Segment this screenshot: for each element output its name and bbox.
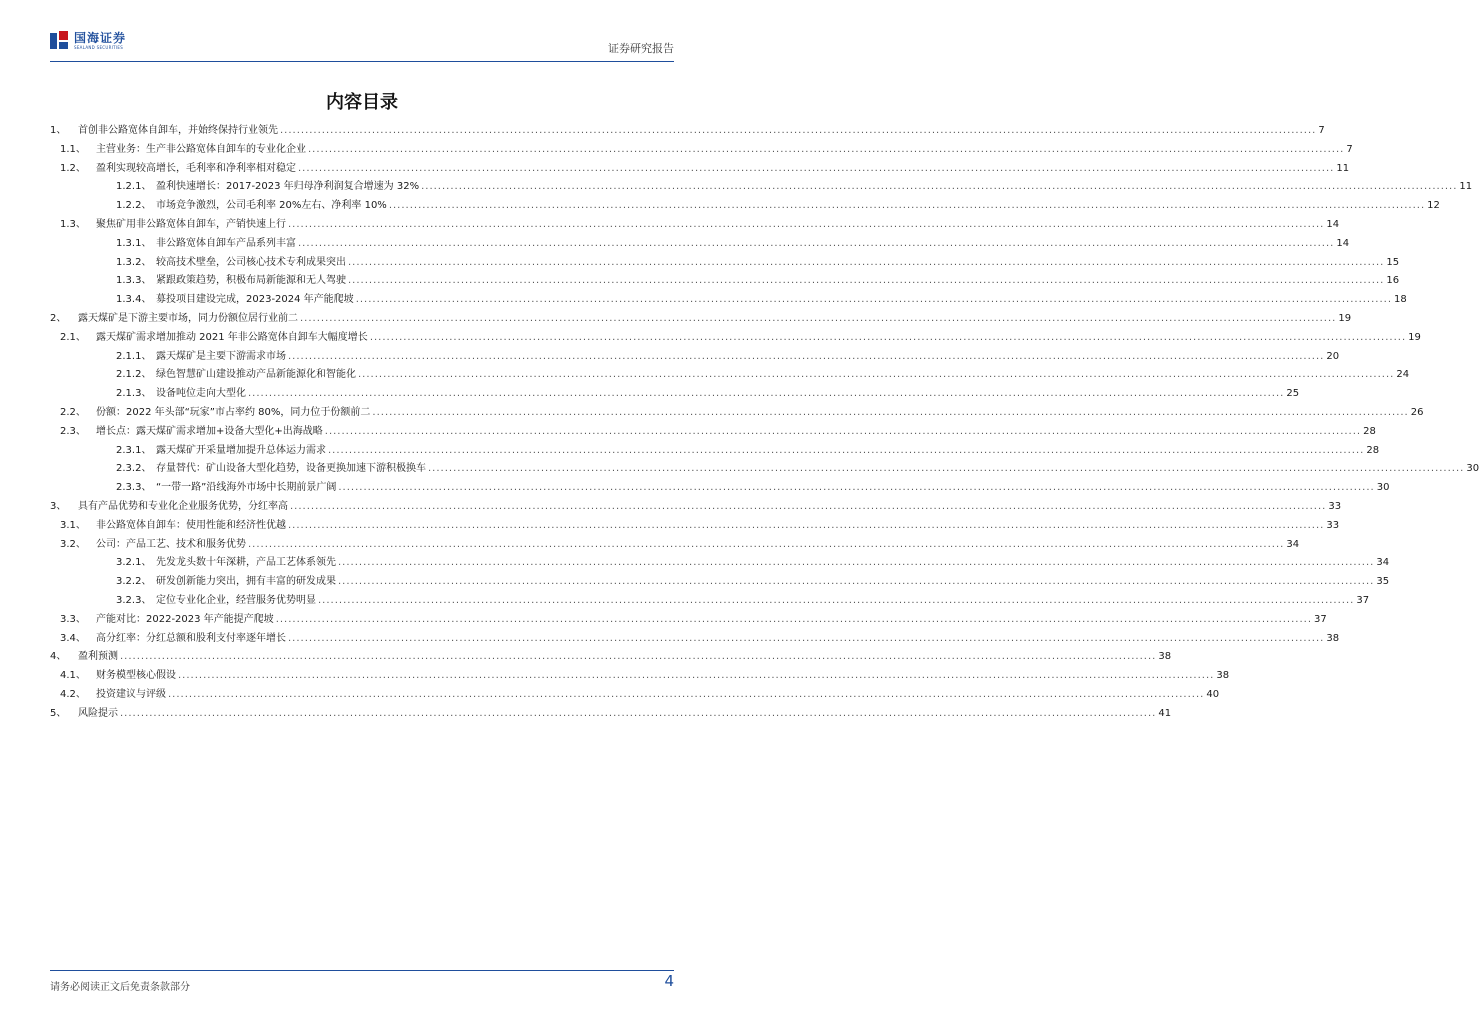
toc-entry-page: 34 — [1286, 538, 1300, 550]
toc-entry-number: 2.1、 — [60, 331, 86, 343]
toc-entry-title: 具有产品优势和专业化企业服务优势，分红率高 — [78, 500, 288, 512]
toc-entry[interactable] — [50, 384, 1300, 403]
toc-leader-dots — [348, 275, 1384, 286]
toc-leader-dots — [428, 463, 1464, 474]
toc-entry-page: 38 — [1158, 651, 1172, 663]
toc-entry-page: 34 — [1376, 557, 1390, 569]
toc-entry-page: 16 — [1386, 275, 1400, 287]
toc-entry-page: 26 — [1410, 406, 1424, 418]
toc-entry[interactable] — [50, 290, 1407, 309]
toc-entry-number: 1.3.1、 — [116, 237, 152, 249]
toc-entry-number: 2.3.1、 — [116, 444, 152, 456]
toc-entry[interactable] — [50, 685, 1220, 704]
toc-entry-number: 3.2.3、 — [116, 594, 152, 606]
toc-entry-page: 24 — [1396, 369, 1410, 381]
toc-entry[interactable] — [50, 271, 1400, 290]
toc-leader-dots — [328, 445, 1364, 456]
toc-entry-number: 3.3、 — [60, 613, 86, 625]
toc-entry-page: 7 — [1318, 125, 1325, 136]
toc-entry-number: 5、 — [50, 707, 67, 719]
toc-entry[interactable] — [50, 478, 1390, 497]
toc-entry[interactable] — [50, 647, 1172, 666]
toc-entry[interactable] — [50, 215, 1340, 234]
toc-entry-number: 1.3.4、 — [116, 294, 152, 306]
toc-entry-title: “一带一路”沿线海外市场中长期前景广阔 — [156, 482, 337, 494]
toc-leader-dots — [288, 633, 1324, 644]
toc-leader-dots — [298, 163, 1334, 174]
toc-entry[interactable] — [50, 441, 1380, 460]
toc-entry-page: 30 — [1466, 463, 1479, 475]
toc-entry-title: 财务模型核心假设 — [96, 670, 176, 682]
toc-leader-dots — [288, 219, 1324, 230]
toc-entry-page: 28 — [1363, 425, 1376, 437]
toc-entry-number: 2.1.3、 — [116, 388, 152, 400]
toc-entry[interactable] — [50, 159, 1350, 178]
toc-entry[interactable] — [50, 234, 1350, 253]
toc-entry-page: 30 — [1376, 482, 1390, 494]
toc-entry-page: 37 — [1356, 594, 1370, 606]
toc-entry-number: 2.1.2、 — [116, 369, 152, 381]
toc-entry-page: 28 — [1366, 444, 1380, 456]
toc-leader-dots — [280, 125, 1316, 136]
toc-entry[interactable] — [50, 666, 1230, 685]
toc-entry-title: 主营业务：生产非公路宽体自卸车的专业化企业 — [96, 143, 306, 155]
page-number: 4 — [664, 972, 674, 990]
toc-entry-page: 11 — [1459, 181, 1473, 193]
toc-entry[interactable] — [50, 535, 1300, 554]
header-divider — [50, 61, 674, 62]
footer-divider — [50, 970, 674, 971]
toc-entry-title: 产能对比：2022-2023 年产能提产爬坡 — [96, 613, 274, 625]
toc-leader-dots — [356, 294, 1392, 305]
toc-entry-title: 份额：2022 年头部“玩家”市占率约 80%，同力位于份额前二 — [96, 406, 371, 418]
toc-entry-title: 露天煤矿需求增加推动 2021 年非公路宽体自卸车大幅度增长 — [96, 331, 368, 343]
toc-entry-page: 12 — [1427, 200, 1440, 212]
toc-entry[interactable] — [50, 253, 1400, 272]
toc-entry-title: 存量替代：矿山设备大型化趋势，设备更换加速下游积极换车 — [156, 463, 426, 475]
toc-leader-dots — [421, 181, 1457, 192]
toc-leader-dots — [298, 238, 1334, 249]
toc-entry-page: 35 — [1376, 576, 1390, 588]
toc-entry-number: 4.1、 — [60, 670, 86, 682]
toc-entry-number: 2、 — [50, 312, 67, 324]
toc-entry-page: 19 — [1408, 331, 1421, 343]
toc-entry[interactable] — [50, 497, 1342, 516]
toc-entry-title: 设备吨位走向大型化 — [156, 388, 246, 400]
toc-entry-title: 先发龙头数十年深耕，产品工艺体系领先 — [156, 557, 336, 569]
toc-entry-number: 1.2、 — [60, 162, 86, 174]
disclaimer-text: 请务必阅读正文后免责条款部分 — [50, 982, 190, 993]
toc-leader-dots — [318, 595, 1354, 606]
toc-entry-page: 20 — [1326, 350, 1340, 362]
toc-leader-dots — [372, 407, 1408, 418]
toc-leader-dots — [325, 426, 1361, 437]
toc-entry-title: 紧跟政策趋势，积极布局新能源和无人驾驶 — [156, 275, 346, 287]
table-of-contents — [50, 121, 1479, 723]
toc-entry-page: 14 — [1326, 218, 1340, 230]
toc-entry-number: 1.1、 — [60, 143, 86, 155]
toc-entry-number: 3、 — [50, 500, 67, 512]
toc-entry-number: 4、 — [50, 651, 67, 663]
toc-entry-title: 募投项目建设完成，2023-2024 年产能爬坡 — [156, 294, 354, 306]
page-title: 内容目录 — [326, 92, 398, 113]
toc-entry[interactable] — [50, 347, 1340, 366]
toc-entry-title: 盈利实现较高增长，毛利率和净利率相对稳定 — [96, 162, 296, 174]
page-header — [50, 28, 674, 62]
toc-entry-page: 41 — [1158, 707, 1172, 719]
toc-entry-page: 38 — [1326, 632, 1340, 644]
toc-entry[interactable] — [50, 591, 1370, 610]
toc-entry[interactable] — [50, 704, 1172, 723]
toc-entry-title: 聚焦矿用非公路宽体自卸车，产销快速上行 — [96, 218, 286, 230]
toc-entry-number: 1.3.3、 — [116, 275, 152, 287]
toc-entry-title: 盈利预测 — [78, 651, 118, 663]
toc-leader-dots — [276, 614, 1312, 625]
toc-entry[interactable] — [50, 140, 1353, 159]
toc-entry-title: 非公路宽体自卸车：使用性能和经济性优越 — [96, 519, 286, 531]
toc-leader-dots — [248, 388, 1284, 399]
toc-leader-dots — [300, 313, 1336, 324]
toc-entry[interactable] — [50, 196, 1440, 215]
toc-entry-number: 2.1.1、 — [116, 350, 152, 362]
toc-entry-number: 4.2、 — [60, 688, 86, 700]
toc-entry-page: 33 — [1326, 519, 1340, 531]
toc-entry[interactable] — [50, 121, 1325, 140]
toc-entry-page: 33 — [1328, 500, 1342, 512]
toc-entry-number: 3.1、 — [60, 519, 86, 531]
toc-entry-title: 高分红率：分红总额和股利支付率逐年增长 — [96, 632, 286, 644]
logo-name-en: SEALAND SECURITIES — [74, 45, 124, 50]
toc-entry[interactable] — [50, 365, 1410, 384]
toc-entry-page: 14 — [1336, 237, 1350, 249]
toc-entry-page: 37 — [1314, 613, 1327, 625]
toc-entry-title: 露天煤矿是下游主要市场，同力份额位居行业前二 — [78, 312, 298, 324]
toc-entry-number: 1.3.2、 — [116, 256, 152, 268]
report-type: 证券研究报告 — [608, 42, 674, 55]
toc-leader-dots — [370, 332, 1406, 343]
toc-entry-title: 非公路宽体自卸车产品系列丰富 — [156, 237, 296, 249]
toc-leader-dots — [288, 351, 1324, 362]
toc-leader-dots — [308, 144, 1344, 155]
toc-entry-number: 3.4、 — [60, 632, 86, 644]
toc-leader-dots — [168, 689, 1204, 700]
toc-entry-number: 3.2.1、 — [116, 557, 152, 569]
toc-entry-title: 投资建议与评级 — [96, 688, 166, 700]
toc-entry-title: 研发创新能力突出，拥有丰富的研发成果 — [156, 576, 336, 588]
toc-entry[interactable] — [50, 177, 1473, 196]
toc-entry-page: 11 — [1336, 162, 1350, 174]
toc-entry-number: 2.3.3、 — [116, 482, 152, 494]
toc-entry[interactable] — [50, 516, 1340, 535]
toc-entry[interactable] — [50, 629, 1340, 648]
logo-name-cn: 国海证券 — [74, 31, 127, 45]
toc-entry-page: 15 — [1386, 256, 1400, 268]
toc-entry[interactable] — [50, 422, 1376, 441]
toc-entry-page: 18 — [1394, 294, 1407, 306]
toc-entry-number: 1.3、 — [60, 218, 86, 230]
toc-entry-number: 2.3.2、 — [116, 463, 152, 475]
page-footer — [50, 970, 674, 993]
toc-entry-number: 3.2.2、 — [116, 576, 152, 588]
toc-entry-number: 2.3、 — [60, 425, 86, 437]
toc-leader-dots — [338, 557, 1374, 568]
toc-leader-dots — [348, 257, 1384, 268]
toc-entry-title: 露天煤矿开采量增加提升总体运力需求 — [156, 444, 326, 456]
toc-entry-number: 1.2.1、 — [116, 181, 152, 193]
toc-entry[interactable] — [50, 328, 1421, 347]
toc-entry[interactable] — [50, 309, 1352, 328]
toc-leader-dots — [338, 576, 1374, 587]
toc-leader-dots — [178, 670, 1214, 681]
toc-leader-dots — [389, 200, 1425, 211]
toc-leader-dots — [120, 651, 1156, 662]
toc-entry[interactable] — [50, 572, 1390, 591]
toc-entry[interactable] — [50, 610, 1327, 629]
toc-leader-dots — [120, 708, 1156, 719]
toc-entry-page: 19 — [1338, 312, 1352, 324]
toc-entry[interactable] — [50, 403, 1424, 422]
toc-entry-page: 40 — [1206, 688, 1220, 700]
toc-leader-dots — [288, 520, 1324, 531]
toc-leader-dots — [358, 369, 1394, 380]
toc-entry-title: 风险提示 — [78, 707, 118, 719]
toc-entry-title: 绿色智慧矿山建设推动产品新能源化和智能化 — [156, 369, 356, 381]
toc-leader-dots — [290, 501, 1326, 512]
toc-entry-number: 1.2.2、 — [116, 200, 152, 212]
toc-entry-title: 增长点：露天煤矿需求增加+设备大型化+出海战略 — [96, 425, 323, 437]
toc-entry[interactable] — [50, 553, 1390, 572]
toc-entry-page: 7 — [1346, 143, 1353, 155]
toc-leader-dots — [338, 482, 1374, 493]
logo-mark-icon — [50, 31, 70, 51]
toc-entry-number: 2.2、 — [60, 406, 86, 418]
toc-entry-title: 首创非公路宽体自卸车，并始终保持行业领先 — [78, 125, 278, 136]
toc-entry-title: 盈利快速增长：2017-2023 年归母净利润复合增速为 32% — [156, 181, 420, 193]
toc-entry-page: 38 — [1216, 670, 1230, 682]
toc-entry-page: 25 — [1286, 388, 1300, 400]
toc-entry-number: 1、 — [50, 125, 67, 136]
toc-entry[interactable] — [50, 459, 1479, 478]
toc-entry-title: 定位专业化企业，经营服务优势明显 — [156, 594, 316, 606]
toc-entry-number: 3.2、 — [60, 538, 86, 550]
toc-entry-title: 市场竞争激烈，公司毛利率 20%左右、净利率 10% — [156, 200, 387, 212]
toc-entry-title: 较高技术壁垒，公司核心技术专利成果突出 — [156, 256, 346, 268]
toc-entry-title: 露天煤矿是主要下游需求市场 — [156, 350, 286, 362]
toc-entry-title: 公司：产品工艺、技术和服务优势 — [96, 538, 246, 550]
company-logo — [50, 30, 126, 52]
toc-leader-dots — [248, 539, 1284, 550]
